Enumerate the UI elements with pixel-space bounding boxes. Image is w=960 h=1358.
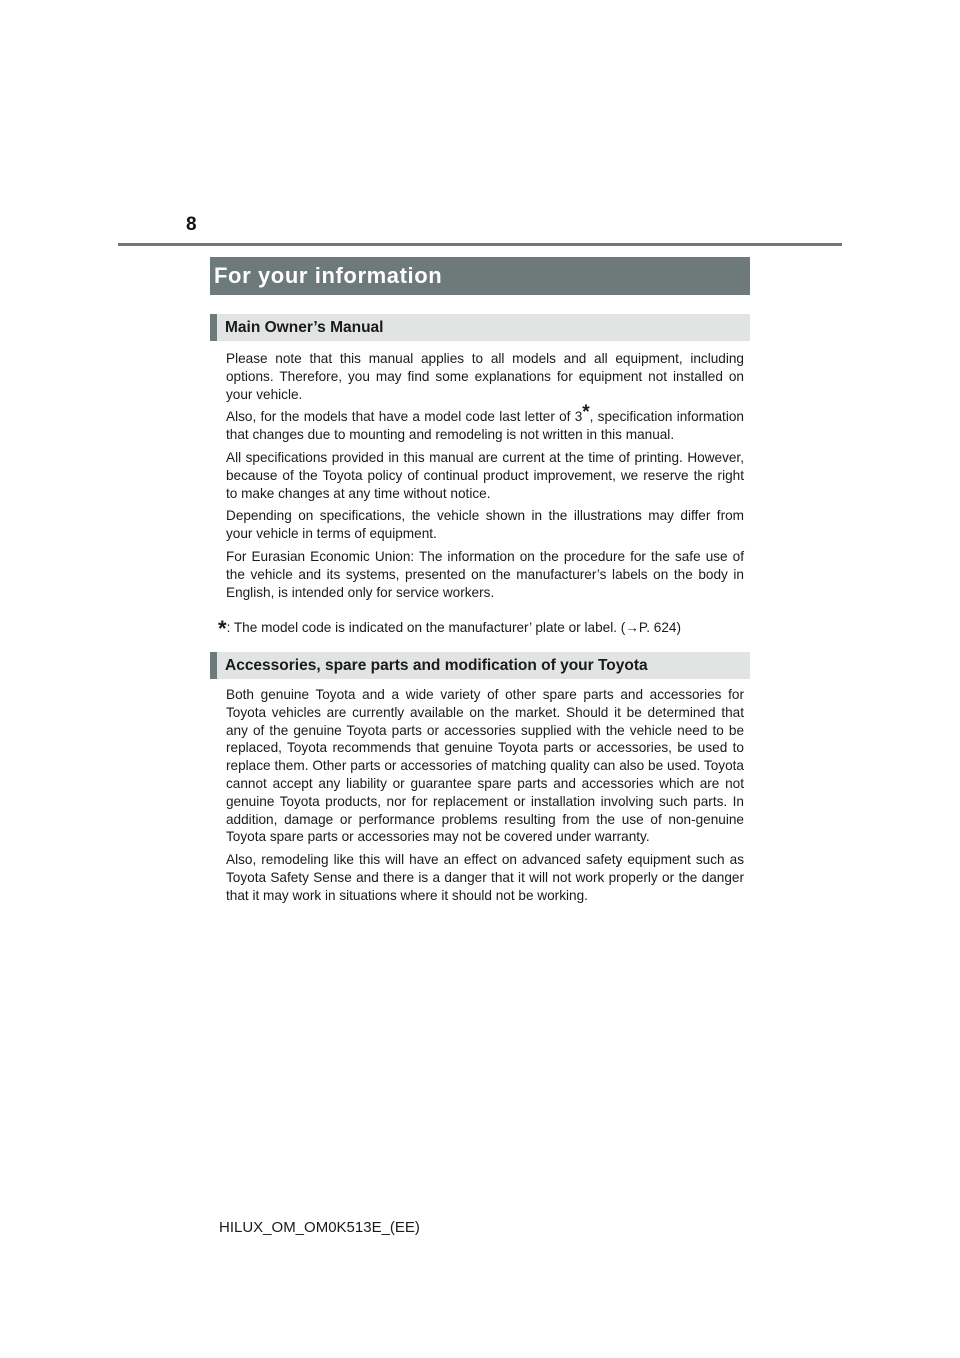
arrow-icon: → — [625, 620, 639, 635]
asterisk-mark: * — [582, 402, 590, 424]
subheading-accessories: Accessories, spare parts and modification of your Toyota — [210, 652, 750, 679]
header-rule — [118, 243, 842, 246]
page-number: 8 — [186, 214, 197, 235]
main-manual-body — [226, 350, 744, 606]
asterisk-mark: * — [218, 616, 227, 641]
footnote-text: : The model code is indicated on the manufacturer’ plate or label. ( — [226, 620, 626, 635]
paragraph: For Eurasian Economic Union: The information on the procedure for the safe use of the vehicle and its systems, presented on the manufacturer’s labels on the body in English, is intended only for service workers. — [226, 548, 744, 600]
paragraph — [226, 402, 744, 444]
paragraph: Both genuine Toyota and a wide variety of other spare parts and accessories for Toyota vehicles are currently available on the market. Should it be determined that any of the genuine Toyota parts or accessories supplied with the vehicle need to be replaced, Toyota recommends that genuine Toyota parts or accessories, be used to replace them. Other parts or accessories of matching quality can also be used. Toyota cannot accept any liability or guarantee spare parts and accessories which are not genuine Toyota products, nor for replacement or installation involving such parts. In addition, damage or performance problems resulting from the use of non-genuine Toyota spare parts or accessories may not be covered under warranty. — [226, 687, 744, 845]
page-reference: P. 624) — [638, 620, 681, 635]
subheading-main-manual: Main Owner’s Manual — [210, 314, 750, 341]
section-title: For your information — [210, 257, 750, 295]
accessories-body — [226, 686, 744, 910]
footnote — [218, 616, 758, 641]
paragraph-text: , specification information that changes due to mounting and remodeling is not written in this manual. — [226, 409, 744, 443]
paragraph: Please note that this manual applies to all models and all equipment, including options. Therefore, you may find some explanations for equipment not installed on your vehicle. — [226, 351, 744, 402]
paragraph-text: Also, for the models that have a model code last letter of 3 — [226, 409, 583, 425]
paragraph: Also, remodeling like this will have an effect on advanced safety equipment such as Toyota Safety Sense and there is a danger that it will not work properly or the danger that it may work in situations where it should not be working. — [226, 852, 744, 903]
paragraph: All specifications provided in this manual are current at the time of printing. However, because of the Toyota policy of continual product improvement, we reserve the right to make changes at any time without notice. — [226, 449, 744, 501]
footer-code: HILUX_OM_OM0K513E_(EE) — [219, 1219, 420, 1236]
paragraph: Depending on specifications, the vehicle shown in the illustrations may differ from your vehicle in terms of equipment. — [226, 508, 744, 542]
